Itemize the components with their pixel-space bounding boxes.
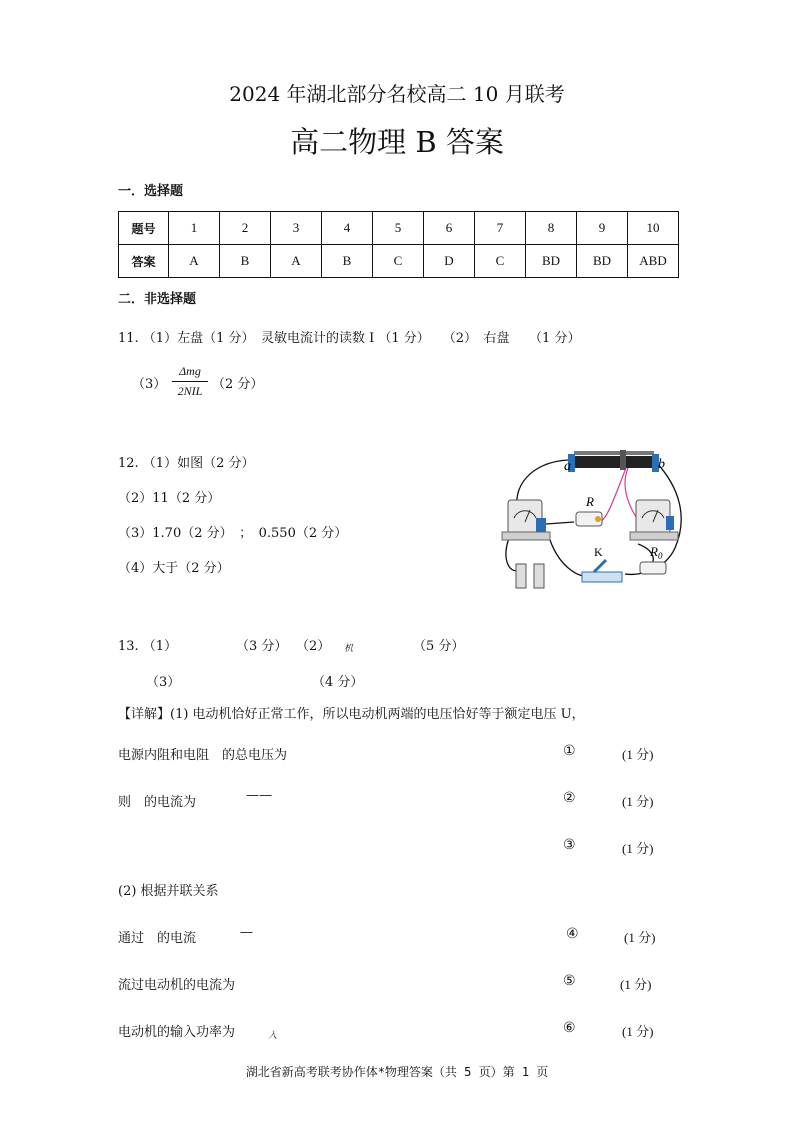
answer-cell: A <box>271 245 322 278</box>
q13-step-text: 电动机的输入功率为 <box>118 1025 236 1040</box>
rheostat-body <box>574 456 654 468</box>
circuit-figure <box>490 448 690 593</box>
q13-part2-score: （5 分） <box>413 639 465 654</box>
q13-step-text: 通过 的电流 <box>118 931 197 946</box>
label-a: a <box>564 459 571 474</box>
question-number: 3 <box>271 212 322 245</box>
q13-step-text: 则 的电流为 <box>118 795 197 810</box>
label-k: K <box>594 545 603 559</box>
page-footer: 湖北省新高考联考协作体*物理答案（共 5 页）第 1 页 <box>245 1065 549 1079</box>
row-label-answer: 答案 <box>119 245 169 278</box>
fraction-denominator: 2NIL <box>177 384 203 398</box>
question-number: 1 <box>169 212 220 245</box>
step-score: (1 分) <box>622 1024 654 1039</box>
ammeter-right <box>636 500 670 534</box>
q11-part3-label: （3） <box>132 377 167 392</box>
resistor-r0 <box>640 562 666 574</box>
q13-part1: 13. （1） <box>118 639 178 654</box>
battery <box>516 564 526 588</box>
section-heading-choice: 一．选择题 <box>118 184 184 199</box>
question-number: 5 <box>373 212 424 245</box>
q13-step-text: 电源内阻和电阻 的总电压为 <box>118 748 288 763</box>
q12-line2: （2）11（2 分） <box>118 491 221 506</box>
label-b: b <box>658 457 665 472</box>
step-marker: ⑤ <box>563 973 576 989</box>
q13-part3-score: （4 分） <box>312 675 364 690</box>
q12-line4: （4）大于（2 分） <box>118 561 230 576</box>
answer-cell: B <box>322 245 373 278</box>
q12-line3: （3）1.70（2 分） ； 0.550（2 分） <box>118 526 348 541</box>
row-label-number: 题号 <box>119 212 169 245</box>
rheostat-rail <box>574 451 654 455</box>
meter-base <box>502 532 550 540</box>
label-r0: $R_0$ <box>650 544 663 561</box>
q13-subscript: 机 <box>344 644 354 654</box>
step-marker: ⑥ <box>563 1020 576 1036</box>
q13-part3: （3） <box>146 675 181 690</box>
table-row <box>119 245 679 278</box>
page-title: 高二物理 B 答案 <box>290 125 504 159</box>
question-number: 10 <box>628 212 679 245</box>
q11-fraction <box>172 364 208 399</box>
switch-lever <box>594 560 606 572</box>
fraction-bar: — <box>240 925 253 940</box>
label-r: R <box>586 494 594 509</box>
question-number: 7 <box>475 212 526 245</box>
section-heading-nonchoice: 二．非选择题 <box>118 292 197 307</box>
switch-base <box>582 572 622 582</box>
question-number: 4 <box>322 212 373 245</box>
step-marker: ① <box>563 743 576 759</box>
answer-cell: B <box>220 245 271 278</box>
step-score: (1 分) <box>624 930 656 945</box>
q13-detail: 【详解】(1) 电动机恰好正常工作，所以电动机两端的电压恰好等于额定电压 U， <box>118 707 585 722</box>
answer-table <box>118 211 679 278</box>
answer-cell: A <box>169 245 220 278</box>
fraction-numerator: Δmg <box>172 364 208 382</box>
step-score: (1 分) <box>622 747 654 762</box>
fraction-bar: —— <box>246 788 272 803</box>
step-score: (1 分) <box>622 794 654 809</box>
step-marker: ④ <box>566 926 579 942</box>
meter-terminal <box>536 518 546 532</box>
question-number: 2 <box>220 212 271 245</box>
q11-part3-score: （2 分） <box>212 377 264 392</box>
meter-terminal <box>666 516 674 530</box>
wire <box>550 540 588 576</box>
question-number: 9 <box>577 212 628 245</box>
q13-subscript: 入 <box>268 1031 278 1041</box>
q13-part2-heading: (2) 根据并联关系 <box>118 884 219 899</box>
answer-cell: C <box>475 245 526 278</box>
answer-cell: BD <box>526 245 577 278</box>
step-marker: ② <box>563 790 576 806</box>
wire <box>600 468 626 522</box>
rheostat-slider <box>620 450 626 470</box>
question-number: 6 <box>424 212 475 245</box>
q12-line1: 12. （1）如图（2 分） <box>118 456 255 471</box>
step-score: (1 分) <box>622 841 654 856</box>
answer-cell: BD <box>577 245 628 278</box>
step-marker: ③ <box>563 837 576 853</box>
answer-cell: ABD <box>628 245 679 278</box>
answer-cell: C <box>373 245 424 278</box>
q11-line1: 11. （1）左盘（1 分） 灵敏电流计的读数 I （1 分） （2） 右盘 （1 分） <box>118 331 581 346</box>
step-score: (1 分) <box>620 977 652 992</box>
answer-cell: D <box>424 245 475 278</box>
q13-part1-score: （3 分） <box>236 639 288 654</box>
q13-part2: （2） <box>296 639 331 654</box>
wire <box>546 522 574 524</box>
battery <box>534 564 544 588</box>
question-number: 8 <box>526 212 577 245</box>
terminal-screw <box>595 516 601 522</box>
table-row <box>119 212 679 245</box>
exam-title: 2024 年湖北部分名校高二 10 月联考 <box>229 82 565 106</box>
meter-base <box>630 532 678 540</box>
q13-step-text: 流过电动机的电流为 <box>118 978 236 993</box>
